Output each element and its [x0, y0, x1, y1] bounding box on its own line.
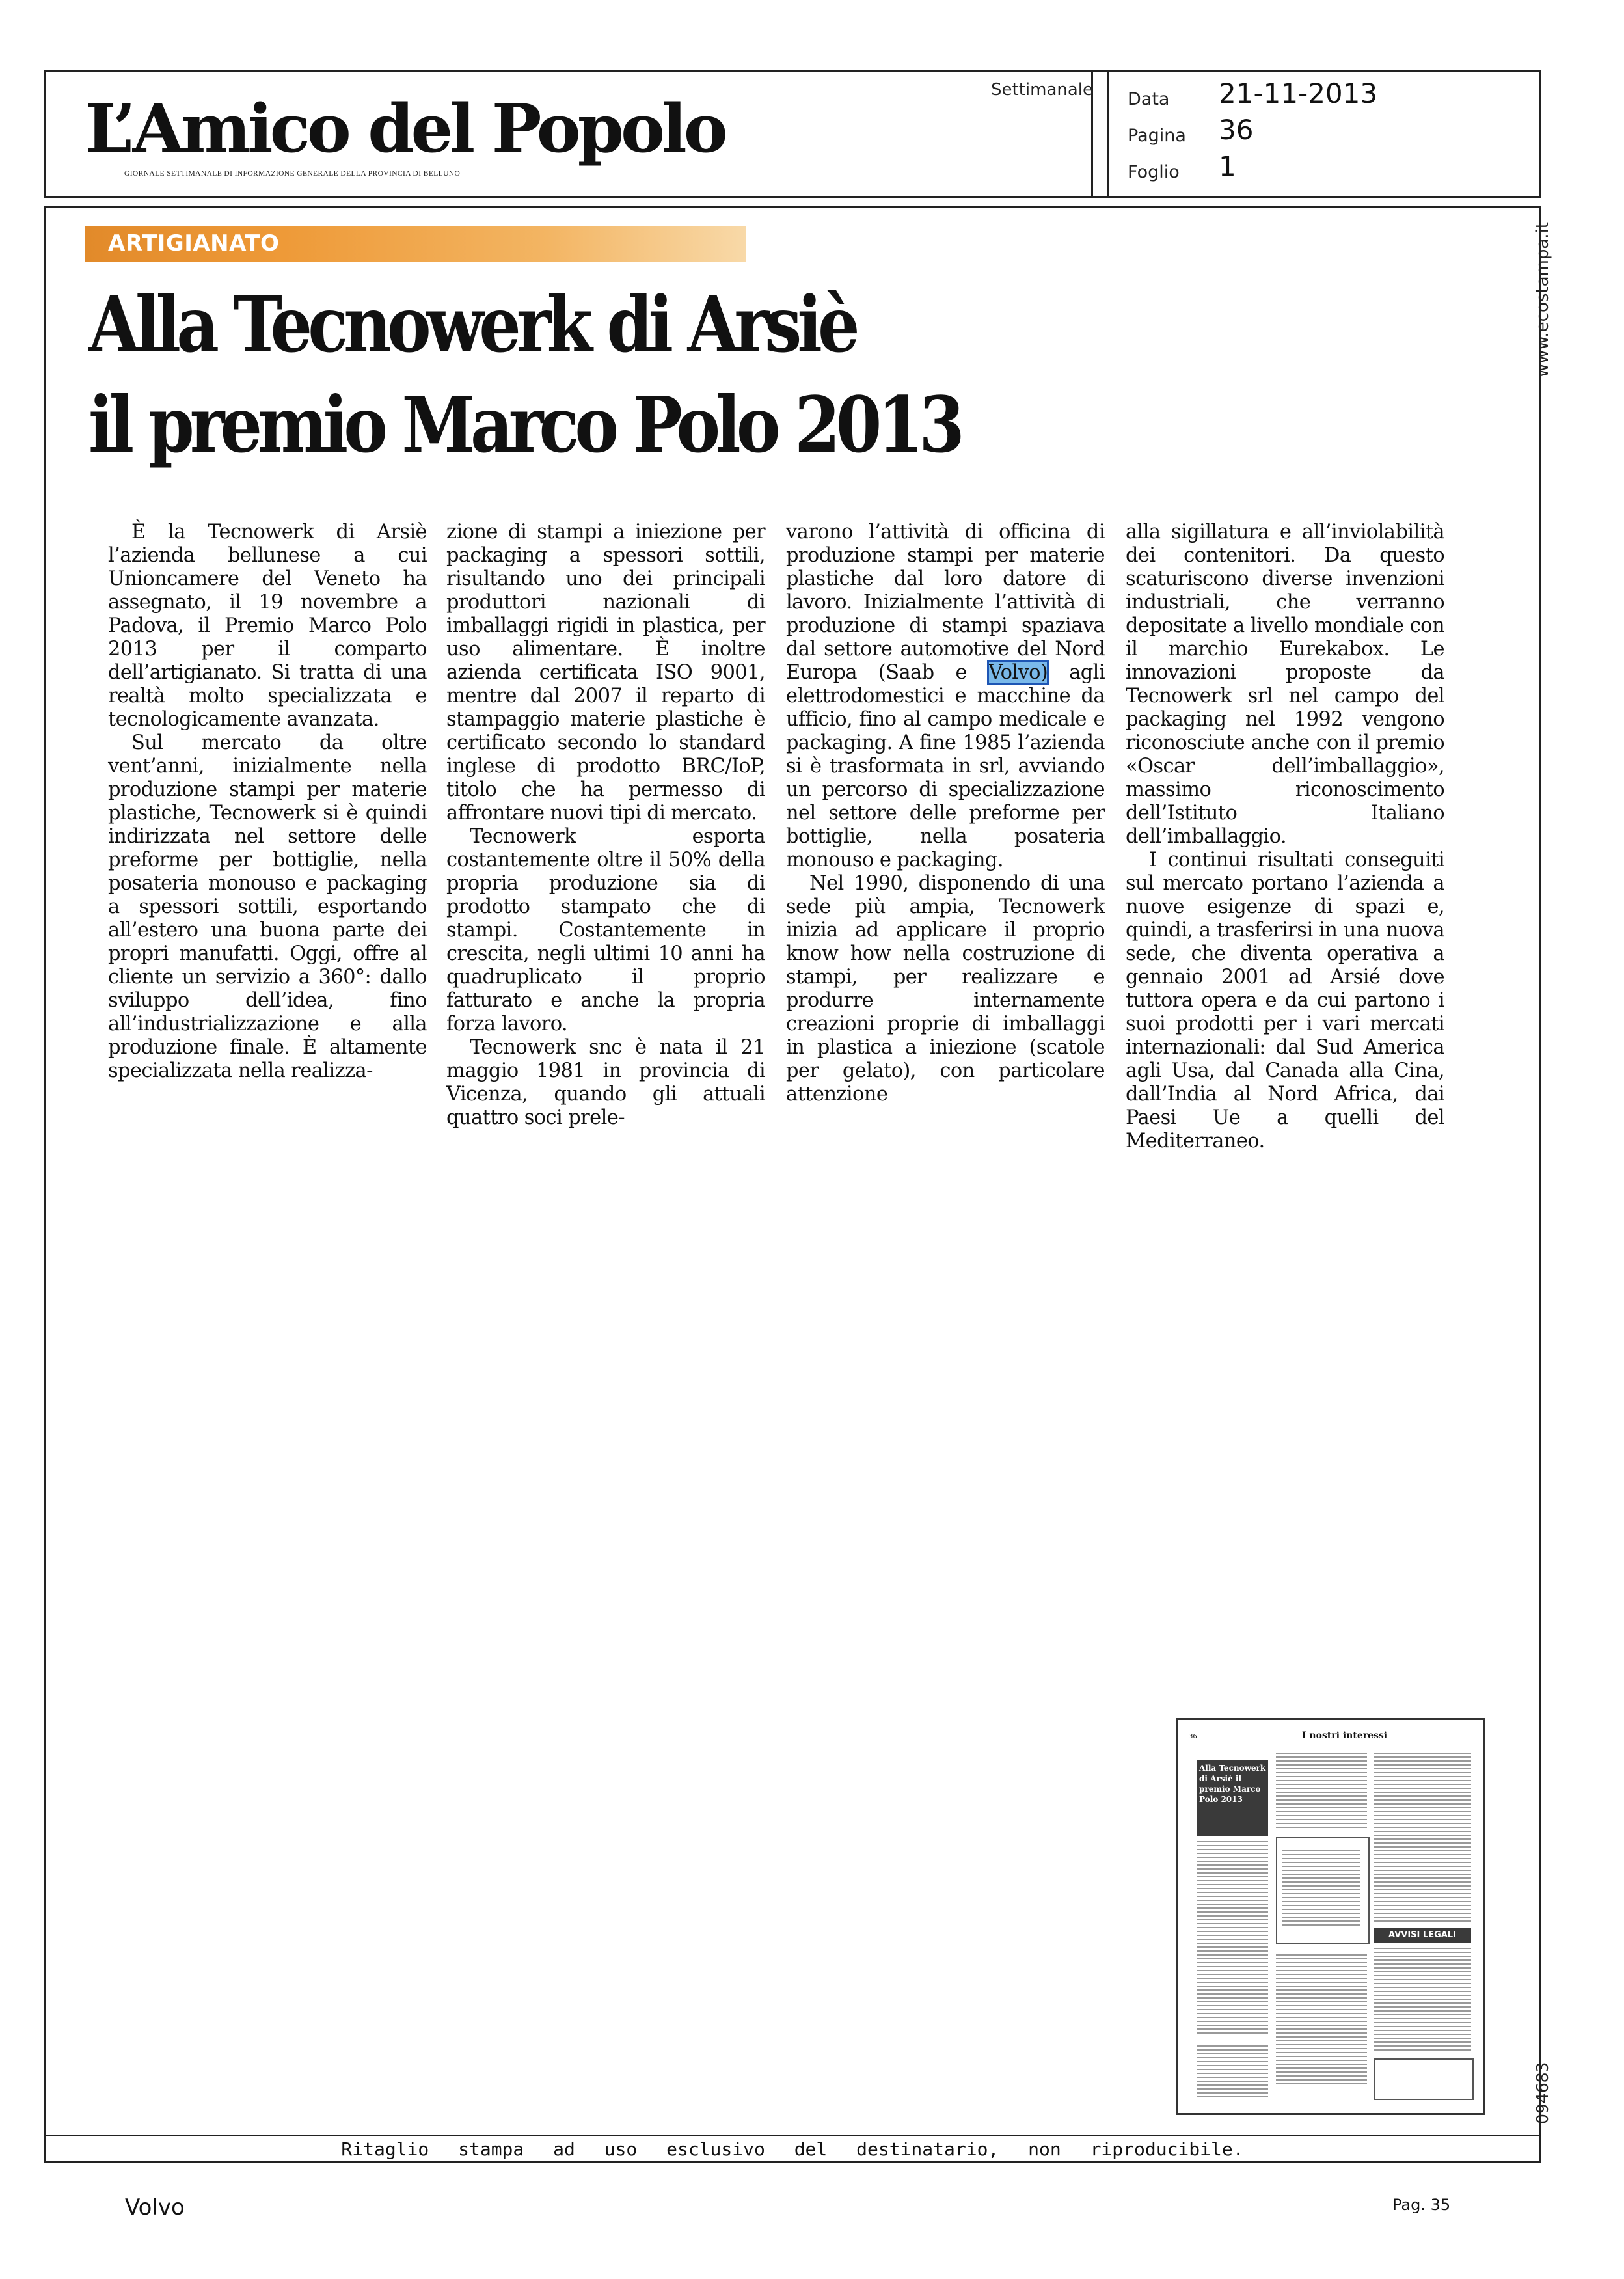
keyword-highlight: Volvo): [988, 661, 1048, 684]
header-frame: [44, 70, 1541, 198]
text-run: varono l’attività di officina di produzione stampi per materie plastiche dal loro datore di lavoro. Inizialmente l’attività di produzione di stampi spaziava dal settore automotive del Nord Europa (Saab e: [786, 521, 1105, 684]
article-column-1: [108, 521, 427, 1083]
paragraph: È la Tecnowerk di Arsiè l’azienda bellunese a cui Unioncamere del Veneto ha assegnato, il 19 novembre a Padova, il Premio Marco Polo 2013 per il comparto dell’artigianato. Si tratta di una realtà molto specializzata e tecnologicamente avanzata.: [108, 521, 427, 731]
paragraph: Sul mercato da oltre vent’anni, inizialmente nella produzione stampi per materie plastiche, Tecnowerk si è quindi indirizzata nel settore delle preforme per bottiglie, nella posateria monouso e packaging a spessori sottili, esportando all’estero una buona parte dei propri manufatti. Oggi, offre al cliente un servizio a 360°: dallo sviluppo dell’idea, fino all’industrializzazione e alla produzione finale. È altamente specializzata nella realizza-: [108, 731, 427, 1082]
thumbnail-text-block: [1197, 1841, 1268, 2036]
paragraph: Tecnowerk snc è nata il 21 maggio 1981 in provincia di Vicenza, quando gli attuali quattro soci prele-: [446, 1036, 765, 1129]
thumbnail-text-block: [1276, 1753, 1367, 1831]
page-thumbnail: [1176, 1718, 1485, 2115]
date-value: 21-11-2013: [1219, 77, 1378, 109]
paragraph: I continui risultati conseguiti sul mercato portano l’azienda a nuove esigenze di spazi e, quindi, a trasferirsi in una nuova sede, che diventa operativa a gennaio 2001 ad Arsié dove tuttora opera e da cui partono i suoi prodotti per i vari mercati internazionali: dal Sud America agli Usa, dal Canada alla Cina, dall’India al Nord Africa, dai Paesi Ue a quelli del Mediterraneo.: [1126, 849, 1444, 1153]
reproduction-notice: Ritaglio stampa ad uso esclusivo del destinatario, non riproducibile.: [341, 2138, 1244, 2160]
text-run: agli elettrodomestici e macchine da ufficio, fino al campo medicale e packaging. A fine 1985 l’azienda si è trasformata in srl, avviando un percorso di specializzazione nel settore delle preforme per bottiglie, nella posateria monouso e packaging.: [786, 661, 1105, 871]
thumbnail-text-block: [1374, 1948, 1471, 2052]
newspaper-masthead: L’Amico del Popolo: [85, 90, 725, 168]
headline-line-2: il premio Marco Polo 2013: [88, 379, 961, 470]
thumbnail-headline: Alla Tecnowerk di Arsiè il premio Marco Polo 2013: [1199, 1764, 1266, 1804]
thumbnail-text-block: [1276, 1954, 1367, 2084]
footer-rule: [44, 2135, 1541, 2136]
sheet-label: Foglio: [1128, 162, 1180, 182]
section-tag: [85, 226, 746, 262]
publication-frequency: Settimanale: [991, 80, 1094, 100]
document-page-number: Pag. 35: [1392, 2196, 1451, 2214]
paragraph: zione di stampi a iniezione per packaging a spessori sottili, risultando uno dei principali produttori nazionali di imballaggi rigidi in plastica, per uso alimentare. È inoltre azienda certificata ISO 9001, mentre dal 2007 il reparto di stampaggio materie plastiche è certificato secondo lo standard inglese di prodotto BRC/IoP, titolo che ha permesso di affrontare nuovi tipi di mercato.: [446, 521, 765, 825]
thumbnail-banner: AVVISI LEGALI: [1374, 1928, 1471, 1943]
headline-line-1: Alla Tecnowerk di Arsiè: [88, 279, 856, 370]
thumbnail-page-number: 36: [1189, 1733, 1197, 1740]
thumbnail-text-block: [1197, 2045, 1268, 2097]
thumbnail-text-block: [1374, 1753, 1471, 1922]
sheet-value: 1: [1219, 150, 1236, 182]
paragraph: [786, 521, 1105, 872]
paragraph: Nel 1990, disponendo di una sede più ampia, Tecnowerk inizia ad applicare il proprio know how nella costruzione di stampi, per realizzare e produrre internamente creazioni proprie di imballaggi in plastica a iniezione (scatole per gelato), con particolare attenzione: [786, 872, 1105, 1106]
search-keyword: Volvo: [125, 2194, 185, 2220]
article-column-4: [1126, 521, 1444, 1153]
side-code: 094683: [1533, 2062, 1552, 2124]
date-label: Data: [1128, 89, 1170, 109]
side-url: www.ecostampa.it: [1533, 222, 1552, 377]
section-label: ARTIGIANATO: [108, 230, 280, 256]
thumbnail-ad-box: [1374, 2058, 1474, 2100]
article-column-3: [786, 521, 1105, 1106]
paragraph: alla sigillatura e all’inviolabilità dei contenitori. Da questo scaturiscono diverse invenzioni industriali, che verranno depositate a livello mondiale con il marchio Eurekabox. Le innovazioni proposte da Tecnowerk srl nel campo del packaging nel 1992 vengono riconosciute anche con il premio «Oscar dell’imballaggio», massimo riconoscimento dell’Istituto Italiano dell’imballaggio.: [1126, 521, 1444, 848]
thumbnail-text-block: [1282, 1850, 1360, 1928]
header-divider: [1107, 72, 1109, 196]
page-label: Pagina: [1128, 126, 1186, 146]
masthead-subtitle: GIORNALE SETTIMANALE DI INFORMAZIONE GENERALE DELLA PROVINCIA DI BELLUNO: [124, 170, 461, 178]
paragraph: Tecnowerk esporta costantemente oltre il 50% della propria produzione sia di prodotto stampato che di stampi. Costantemente in crescita, negli ultimi 10 anni ha quadruplicato il proprio fatturato e anche la propria forza lavoro.: [446, 825, 765, 1035]
thumbnail-title: I nostri interessi: [1302, 1730, 1388, 1741]
article-column-2: [446, 521, 765, 1130]
page-value: 36: [1219, 114, 1254, 146]
